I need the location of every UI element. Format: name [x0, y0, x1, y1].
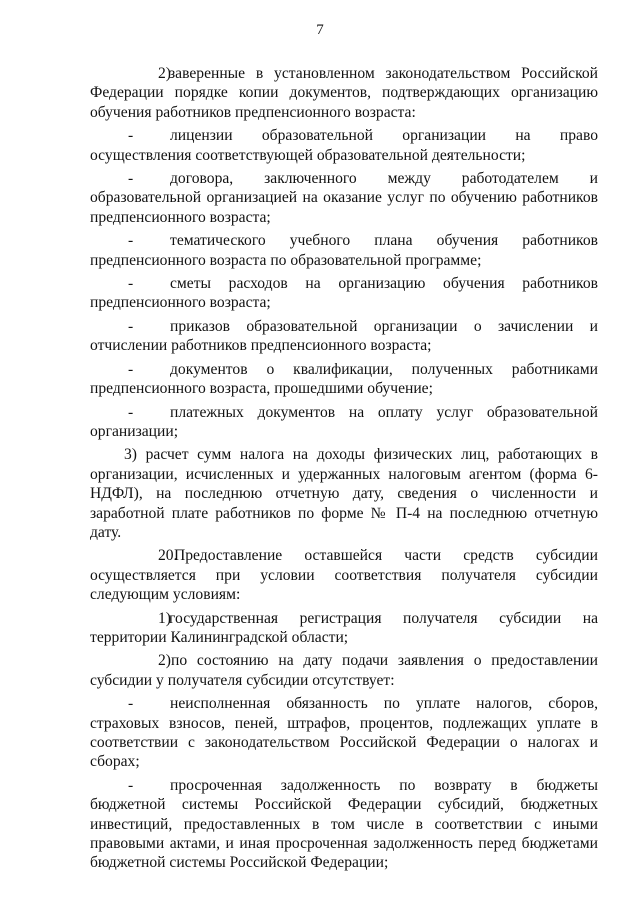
list-dash: - [128, 232, 134, 250]
paragraph-text: Предоставление оставшейся части средств субсидии осуществляется при условии соответствия получателя субсидии следующим условиям: [90, 547, 598, 604]
item-number: 1) [158, 609, 171, 627]
paragraph-text: государственная регистрация получателя субсидии на территории Калининградской области; [90, 609, 598, 646]
list-item [90, 231, 598, 270]
list-dash: - [128, 127, 134, 145]
paragraph-text: 3) расчет сумм налога на доходы физических лиц, работающих в организации, исчисленных и удержанных налоговым агентом (форма 6-НДФЛ), на последнюю отчетную дату, сведения о численности и заработной плате работников по форме № П-4 на последнюю отчетную дату. [90, 446, 598, 541]
paragraph-text: по состоянию на дату подачи заявления о предоставлении субсидии у получателя субсидии отсутствует: [90, 652, 598, 689]
list-item-text: сметы расходов на организацию обучения работников предпенсионного возраста; [90, 275, 598, 312]
list-item [90, 776, 598, 873]
section-number: 20. [158, 547, 178, 565]
section-paragraph [90, 546, 598, 604]
list-dash: - [128, 275, 134, 293]
list-item-text: неисполненная обязанность по уплате налогов, сборов, страховых взносов, пеней, штрафов, процентов, подлежащих уплате в соответствии с законодательством Российской Федерации о налогах и сборах; [90, 695, 598, 771]
list-dash: - [128, 403, 134, 421]
item-number: 2) [158, 65, 171, 82]
list-item [90, 169, 598, 227]
list-dash: - [128, 170, 134, 188]
item-number: 2) [158, 652, 171, 670]
list-item-text: просроченная задолженность по возврату в бюджеты бюджетной системы Российской Федерации субсидий, бюджетных инвестиций, предоставленных в том числе в соответствии с иными правовыми актами, и иная просроченная задолженность перед бюджетами бюджетной системы Российской Федерации; [90, 776, 598, 872]
list-item [90, 694, 598, 772]
list-item-text: договора, заключенного между работодателем и образовательной организацией на оказание услуг по обучению работников предпенсионного возраста; [90, 170, 598, 226]
list-dash: - [128, 317, 134, 335]
list-dash: - [128, 695, 134, 713]
list-item-text: приказов образовательной организации о зачислении и отчислении работников предпенсионного возраста; [90, 317, 598, 355]
list-dash: - [128, 360, 134, 378]
list-dash: - [128, 776, 134, 794]
list-item [90, 317, 598, 356]
list-item [90, 403, 598, 442]
paragraph-text: заверенные в установленном законодательством Российской Федерации порядке копии документов, подтверждающих организацию обучения работников предпенсионного возраста: [90, 65, 598, 121]
list-item-text: платежных документов на оплату услуг образовательной организации; [90, 403, 598, 440]
list-item-text: тематического учебного плана обучения работников предпенсионного возраста по образовательной программе; [90, 232, 598, 269]
list-item [90, 274, 598, 313]
paragraph [90, 609, 598, 648]
list-item-text: лицензии образовательной организации на право осуществления соответствующей образовательной деятельности; [90, 127, 598, 164]
paragraph [90, 445, 598, 542]
page-number: 7 [316, 22, 324, 38]
list-item-text: документов о квалификации, полученных работниками предпенсионного возраста, прошедшими обучение; [90, 360, 598, 398]
document-body [90, 64, 598, 877]
paragraph [90, 64, 598, 122]
paragraph [90, 651, 598, 690]
list-item [90, 126, 598, 165]
list-item [90, 360, 598, 399]
